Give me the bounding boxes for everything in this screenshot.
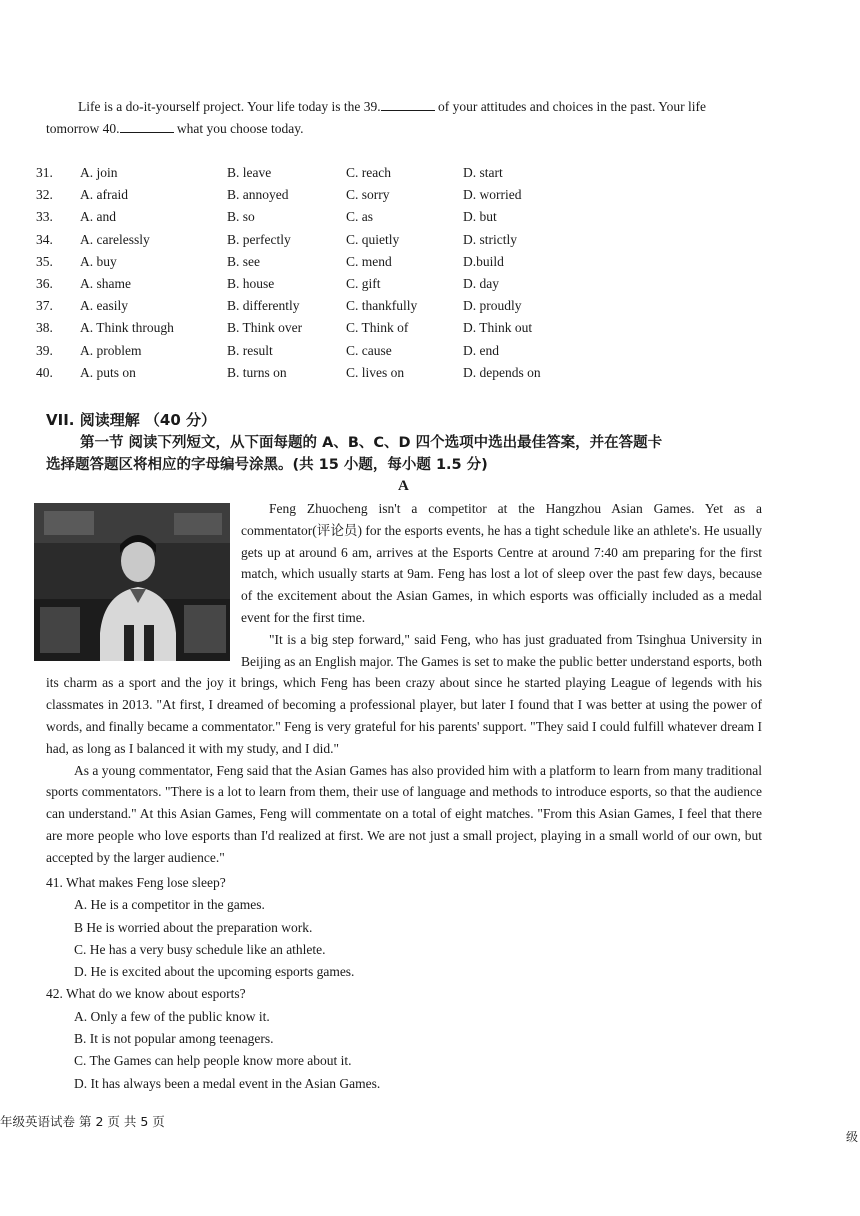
passage-label: A xyxy=(398,478,409,494)
question-number: 40. xyxy=(36,364,53,380)
questions-list xyxy=(46,872,746,1095)
intro-text: of your attitudes and choices in the past. Your life xyxy=(434,99,707,114)
option-b: B. perfectly xyxy=(227,231,291,247)
option-b: B. house xyxy=(227,276,275,292)
option-b: B. so xyxy=(227,209,255,225)
option-row xyxy=(36,295,596,317)
blank-40 xyxy=(120,118,174,133)
instruction-line: 选择题答题区将相应的字母编号涂黑。(共 15 小题，每小题 1.5 分) xyxy=(46,457,488,473)
passage-paragraph: "It is a big step forward," said Feng, who has just graduated from Tsinghua University in Beijing as an English major. The Games is set to make the public better understand esports, both its charm as a sport and the joy it brings, which Feng has been crazy about since he started playing League of legends with his classmates in 2013. "At first, I dreamed of becoming a professional player, but later I found that I was better at using the power of words, and finally became a commentator." Feng is very grateful for his parents' support. "They said I could fulfill whatever dream I had, as long as I balanced it with my study, and I did." xyxy=(46,631,762,756)
option-d: D. but xyxy=(463,209,497,225)
option-row xyxy=(36,206,596,228)
option-row xyxy=(36,184,596,206)
question-number: 39. xyxy=(36,342,53,358)
option-a: A. Think through xyxy=(80,320,174,336)
question-stem: 42. What do we know about esports? xyxy=(46,986,246,1002)
option-c: C. thankfully xyxy=(346,298,418,314)
answer-choice: B. It is not popular among teenagers. xyxy=(74,1031,274,1047)
answer-choice: B He is worried about the preparation work. xyxy=(74,919,313,935)
option-a: A. puts on xyxy=(80,364,136,380)
option-d: D. start xyxy=(463,165,503,181)
cloze-passage-end xyxy=(46,96,776,140)
passage-paragraph: Feng Zhuocheng isn't a competitor at the Hangzhou Asian Games. Yet as a commentator(评论员) for the esports events, he has a tight schedule like an athlete's. He usually gets up at around 6 am, arrives at the Esports Centre at around 7:40 am preparing for the first match, which usually starts at 9am. Feng has lost a lot of sleep over the past few days, because of the excitement about the Asian Games, in which esports was officially included as a medal event for the first time. xyxy=(241,501,762,625)
intro-text: what you choose today. xyxy=(173,121,304,136)
option-row xyxy=(36,317,596,339)
option-b: B. leave xyxy=(227,165,272,181)
answer-choice: A. He is a competitor in the games. xyxy=(74,897,265,913)
option-d: D.build xyxy=(463,253,504,269)
answer-choice: C. The Games can help people know more about it. xyxy=(74,1053,352,1069)
option-a: A. easily xyxy=(80,298,128,314)
option-c: C. mend xyxy=(346,253,392,269)
instruction-line: 第一节 阅读下列短文，从下面每题的 A、B、C、D 四个选项中选出最佳答案，并在答题卡 xyxy=(80,435,663,451)
intro-text: tomorrow 40. xyxy=(46,121,120,136)
option-a: A. afraid xyxy=(80,187,128,203)
option-c: C. reach xyxy=(346,165,391,181)
option-b: B. Think over xyxy=(227,320,303,336)
option-b: B. turns on xyxy=(227,364,287,380)
option-c: C. gift xyxy=(346,276,381,292)
answer-choice: D. He is excited about the upcoming esports games. xyxy=(74,964,355,980)
option-row xyxy=(36,229,596,251)
answer-choice: D. It has always been a medal event in the Asian Games. xyxy=(74,1075,381,1091)
intro-text: Life is a do-it-yourself project. Your life today is the 39. xyxy=(78,99,381,114)
option-row xyxy=(36,362,596,384)
option-c: C. Think of xyxy=(346,320,409,336)
option-d: D. worried xyxy=(463,187,522,203)
option-b: B. result xyxy=(227,342,273,358)
section-instructions xyxy=(46,432,776,476)
option-c: C. quietly xyxy=(346,231,400,247)
option-a: A. join xyxy=(80,165,118,181)
option-a: A. shame xyxy=(80,276,131,292)
page-footer: 年级英语试卷 第 2 页 共 5 页 xyxy=(0,1114,165,1129)
option-a: A. and xyxy=(80,209,116,225)
option-d: D. Think out xyxy=(463,320,533,336)
blank-39 xyxy=(381,96,435,111)
option-c: C. lives on xyxy=(346,364,405,380)
option-d: D. proudly xyxy=(463,298,522,314)
option-row xyxy=(36,251,596,273)
option-c: C. cause xyxy=(346,342,392,358)
option-d: D. end xyxy=(463,342,499,358)
question-number: 35. xyxy=(36,253,53,269)
option-b: B. annoyed xyxy=(227,187,289,203)
option-b: B. differently xyxy=(227,298,300,314)
passage-paragraph: As a young commentator, Feng said that the Asian Games has also provided him with a platform to learn from many traditional sports commentators. "There is a lot to learn from them, their use of language and methods to introduce esports, so that the audience can understand." At this Asian Games, Feng will commentate on a total of eight matches. "From this Asian Games, I feel that there are more people who love esports than I'd realized at first. We are not just a small project, playing in a small world of our own, but accepted by the larger audience." xyxy=(46,762,762,865)
question-number: 37. xyxy=(36,298,53,314)
option-a: A. carelessly xyxy=(80,231,150,247)
option-row xyxy=(36,273,596,295)
question-number: 36. xyxy=(36,276,53,292)
option-c: C. sorry xyxy=(346,187,390,203)
option-a: A. buy xyxy=(80,253,117,269)
option-a: A. problem xyxy=(80,342,142,358)
options-table xyxy=(36,162,596,384)
question-number: 32. xyxy=(36,187,53,203)
page-corner-mark: 级 xyxy=(845,1130,858,1144)
section-heading: VII. 阅读理解 （40 分） xyxy=(46,411,217,429)
option-b: B. see xyxy=(227,253,260,269)
answer-choice: A. Only a few of the public know it. xyxy=(74,1008,270,1024)
option-c: C. as xyxy=(346,209,373,225)
answer-choice: C. He has a very busy schedule like an athlete. xyxy=(74,941,326,957)
question-number: 31. xyxy=(36,165,53,181)
question-number: 38. xyxy=(36,320,53,336)
option-d: D. strictly xyxy=(463,231,517,247)
question-number: 33. xyxy=(36,209,53,225)
option-row xyxy=(36,162,596,184)
option-row xyxy=(36,340,596,362)
option-d: D. depends on xyxy=(463,364,541,380)
reading-passage-a xyxy=(46,498,762,869)
question-number: 34. xyxy=(36,231,53,247)
option-d: D. day xyxy=(463,276,499,292)
question-stem: 41. What makes Feng lose sleep? xyxy=(46,875,226,890)
